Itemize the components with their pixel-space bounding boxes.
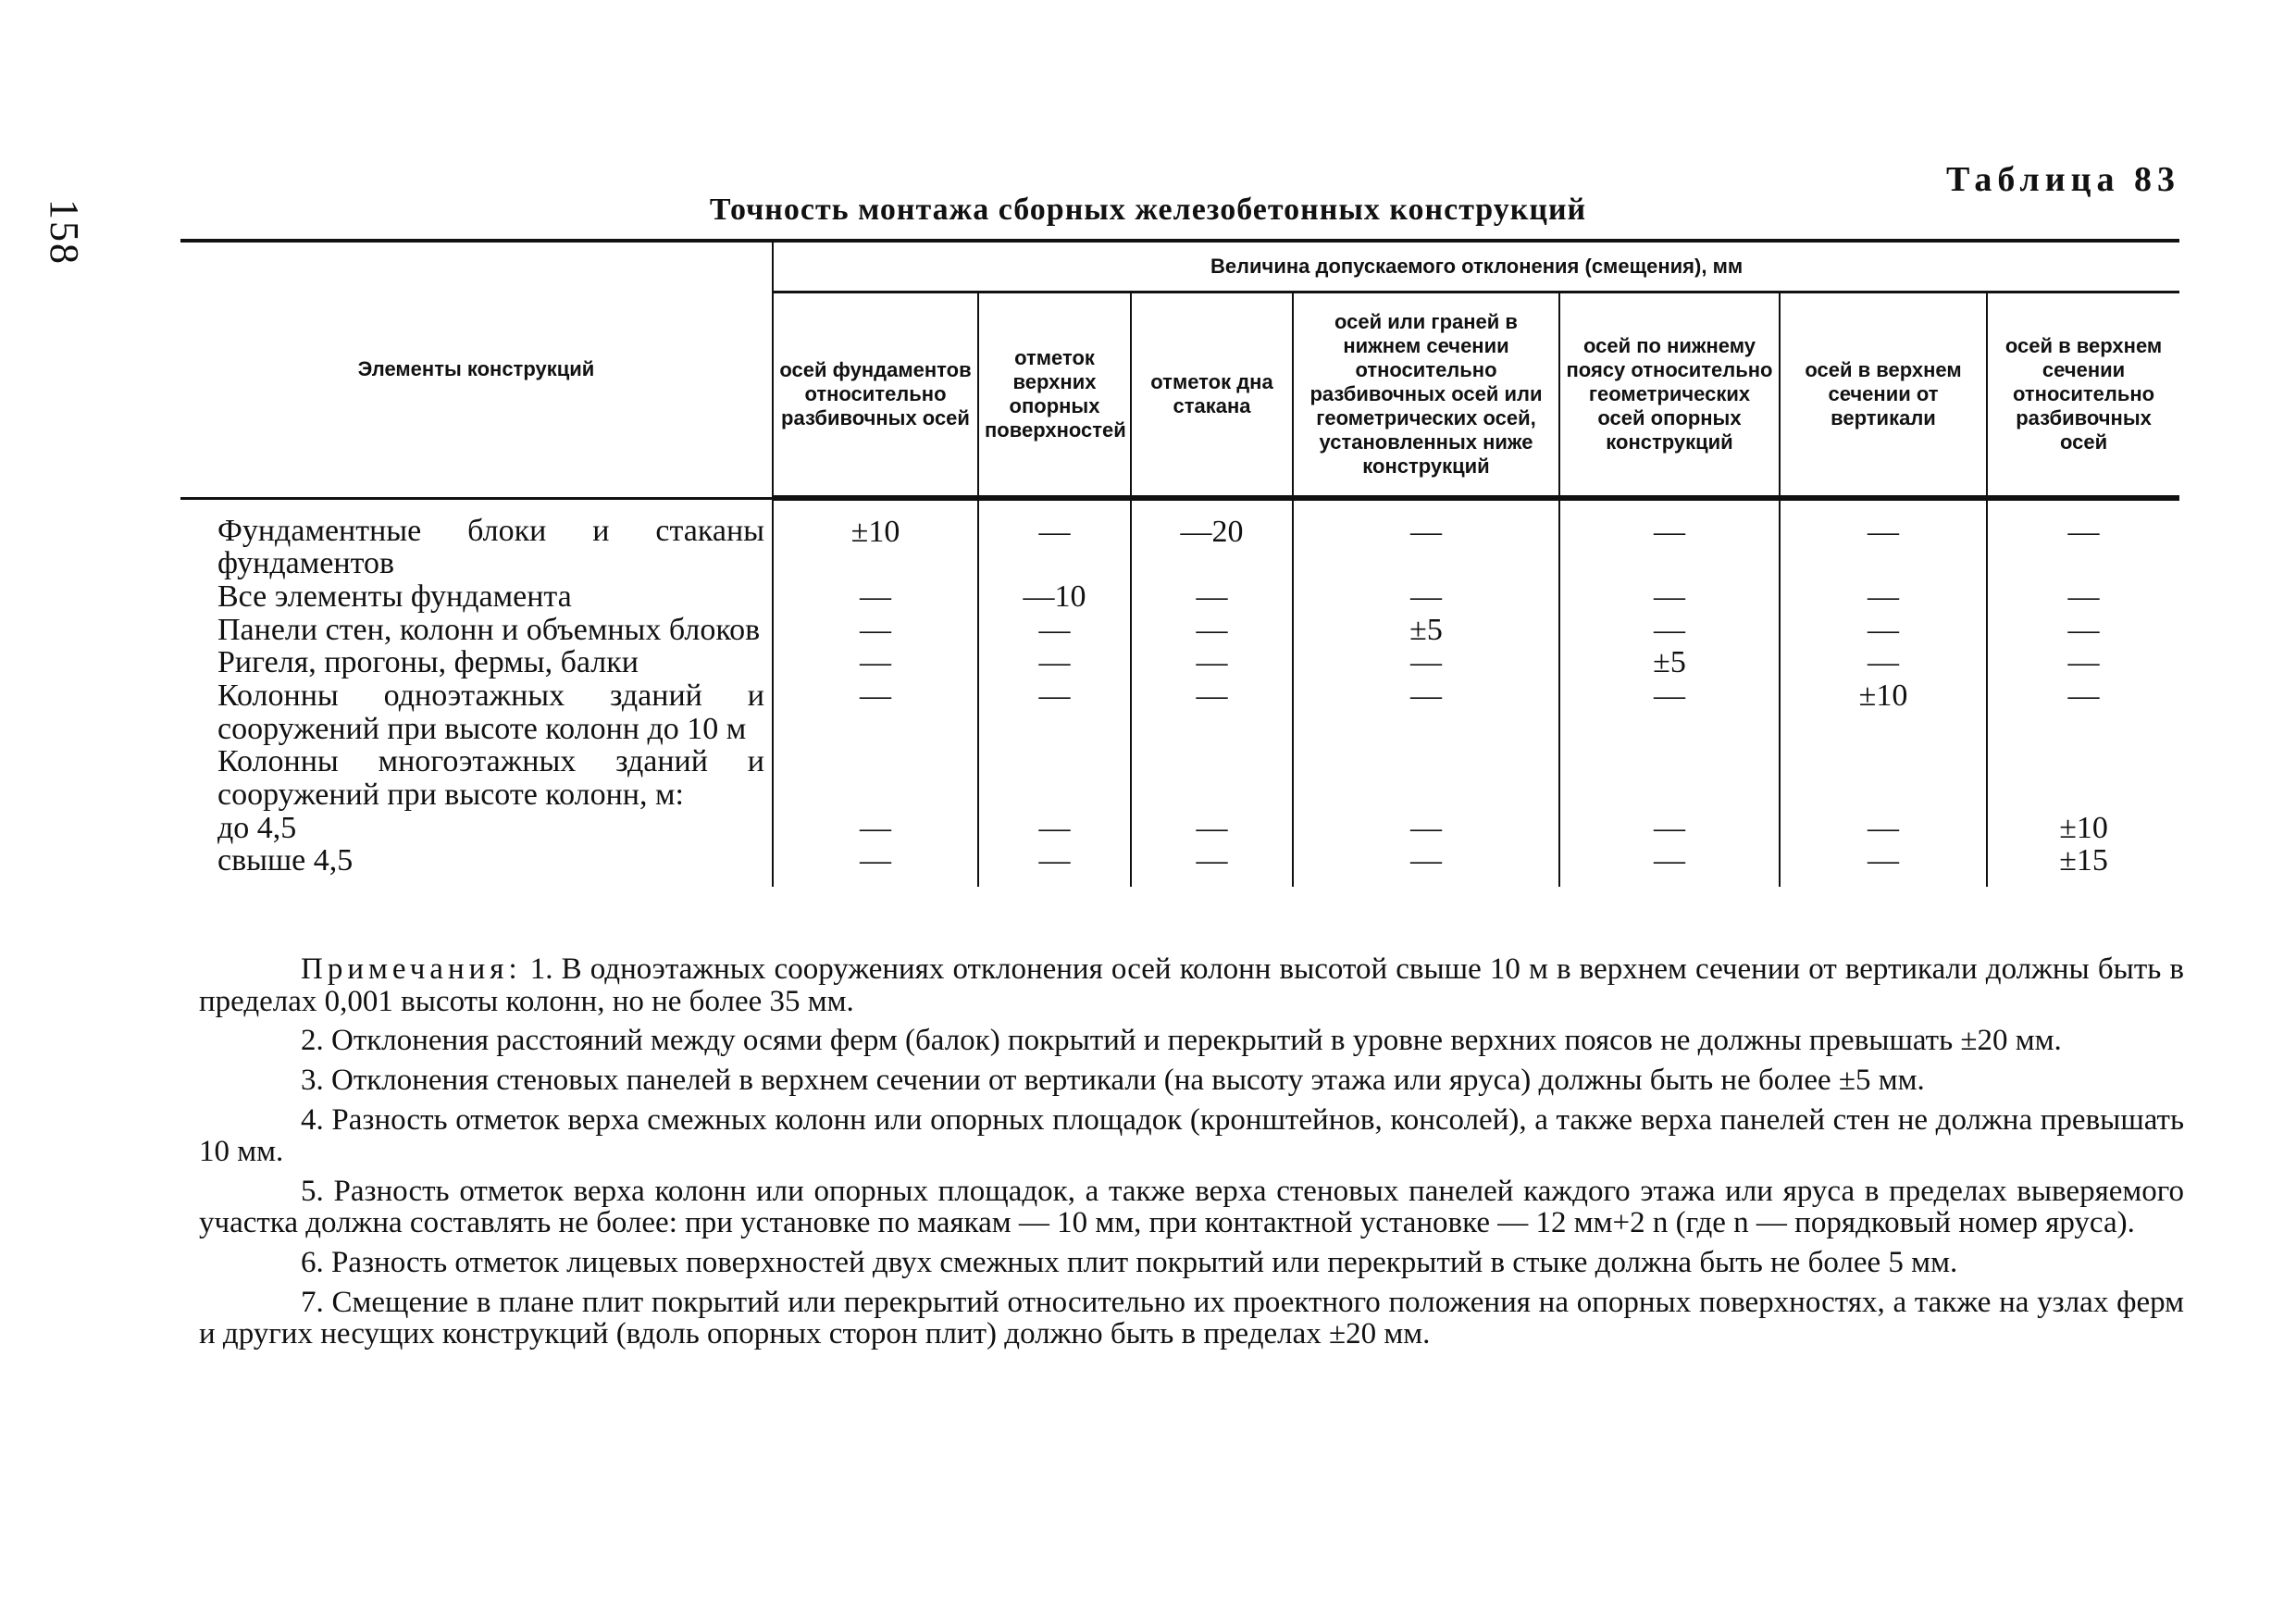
column-header: осей по нижнему поясу относительно геометрических осей опорных конструкций: [1559, 292, 1780, 499]
deviation-value: —: [978, 646, 1131, 679]
deviation-value: —10: [978, 580, 1131, 614]
deviation-value: —: [1293, 498, 1559, 580]
deviation-value: —: [1131, 614, 1293, 647]
deviation-value: [978, 745, 1131, 811]
deviation-value: ±5: [1559, 646, 1780, 679]
deviation-value: —: [773, 844, 978, 887]
deviation-value: —20: [1131, 498, 1293, 580]
deviation-value: —: [1131, 679, 1293, 745]
deviation-value: —: [1559, 614, 1780, 647]
deviation-value: [1987, 745, 2179, 811]
deviation-value: [773, 745, 978, 811]
deviation-value: —: [1559, 812, 1780, 845]
deviation-value: —: [773, 614, 978, 647]
column-header: осей в верхнем сечении от вертикали: [1780, 292, 1987, 499]
row-element-name: Колонны многоэтажных зданий и сооружений при высоте колонн, м:: [217, 744, 764, 812]
column-header: отметок дна стакана: [1131, 292, 1293, 499]
deviation-value: —: [1131, 812, 1293, 845]
deviation-value: —: [1131, 580, 1293, 614]
deviation-value: —: [1131, 646, 1293, 679]
deviation-value: ±5: [1293, 614, 1559, 647]
table-row: [180, 844, 2179, 887]
deviation-value: —: [1780, 498, 1987, 580]
deviation-value: —: [1987, 679, 2179, 745]
deviation-group-header: Величина допускаемого отклонения (смещения), мм: [773, 241, 2179, 292]
table-title: Точность монтажа сборных железобетонных конструкций: [709, 193, 1587, 227]
deviation-value: ±10: [1987, 812, 2179, 845]
deviation-value: —: [978, 844, 1131, 887]
deviation-value: —: [978, 679, 1131, 745]
row-element-name: Все элементы фундамента: [217, 579, 572, 614]
deviation-value: —: [1131, 844, 1293, 887]
column-header: отметок верхних опорных поверхностей: [978, 292, 1131, 499]
table-row: [180, 679, 2179, 745]
deviation-value: —: [1293, 679, 1559, 745]
note: 6. Разность отметок лицевых поверхностей двух смежных плит покрытий или перекрытий в стыке должна быть не более 5 мм.: [301, 1246, 1958, 1280]
deviation-value: —: [1293, 844, 1559, 887]
deviation-value: ±10: [1780, 679, 1987, 745]
row-element-name: Колонны одноэтажных зданий и сооружений при высоте колонн до 10 м: [217, 678, 764, 746]
deviation-value: —: [1780, 646, 1987, 679]
deviation-value: —: [1293, 580, 1559, 614]
table-label: Таблица 83: [1945, 160, 2180, 199]
table-row: [180, 498, 2179, 580]
page-number: 158: [42, 199, 87, 266]
deviation-value: ±15: [1987, 844, 2179, 887]
deviation-value: [1293, 745, 1559, 811]
column-header: осей фундаментов относительно разбивочных осей: [773, 292, 978, 499]
deviation-value: —: [1293, 812, 1559, 845]
table-row: [180, 745, 2179, 811]
deviation-value: —: [773, 679, 978, 745]
deviation-value: —: [1780, 844, 1987, 887]
deviation-value: —: [1559, 580, 1780, 614]
deviation-value: —: [1987, 498, 2179, 580]
deviation-value: —: [773, 812, 978, 845]
deviation-value: ±10: [773, 498, 978, 580]
note: [199, 953, 2184, 1017]
deviation-value: —: [1780, 580, 1987, 614]
row-element-name: свыше 4,5: [217, 843, 354, 878]
note: 3. Отклонения стеновых панелей в верхнем сечении от вертикали (на высоту этажа или яруса) должны быть не более ±5 мм.: [301, 1063, 1925, 1097]
deviation-value: —: [978, 498, 1131, 580]
deviation-value: —: [1559, 844, 1780, 887]
deviation-value: —: [1987, 646, 2179, 679]
note: 5. Разность отметок верха колонн или опорных площадок, а также верха стеновых панелей каждого этажа или яруса в пределах выверяемого участка должна составлять не более: при установке по маякам — 10 мм, при контактной установке — 12 мм+2 n (где n — порядковый номер яруса).: [199, 1174, 2184, 1240]
table-row: [180, 614, 2179, 647]
deviation-value: [1780, 745, 1987, 811]
table-row: [180, 812, 2179, 845]
note: 7. Смещение в плане плит покрытий или перекрытий относительно их проектного положения на опорных поверхностях, а также на узлах ферм и других несущих конструкций (вдоль опорных сторон плит) должно быть в пределах ±20 мм.: [199, 1285, 2184, 1351]
note: 2. Отклонения расстояний между осями ферм (балок) покрытий и перекрытий в уровне верхних поясов не должны превышать ±20 мм.: [301, 1024, 2062, 1058]
deviation-value: —: [1780, 614, 1987, 647]
deviation-value: —: [773, 580, 978, 614]
row-element-name: Панели стен, колонн и объемных блоков: [217, 612, 761, 647]
row-element-name: до 4,5: [217, 810, 297, 845]
table-row: [180, 646, 2179, 679]
deviation-value: —: [773, 646, 978, 679]
deviation-value: —: [1293, 646, 1559, 679]
deviation-value: —: [978, 614, 1131, 647]
row-element-name: Ригеля, прогоны, фермы, балки: [217, 645, 639, 680]
notes: [199, 953, 2184, 1358]
row-element-name: Фундаментные блоки и стаканы фундаментов: [217, 513, 764, 581]
notes-label: Примечания:: [301, 952, 522, 986]
element-column-header: Элементы конструкций: [180, 241, 773, 498]
deviation-value: —: [1559, 679, 1780, 745]
deviation-value: —: [1780, 812, 1987, 845]
deviation-value: [1559, 745, 1780, 811]
column-header: осей или граней в нижнем сечении относительно разбивочных осей или геометрических осей, установленных ниже конструкций: [1293, 292, 1559, 499]
deviation-value: —: [978, 812, 1131, 845]
note: 4. Разность отметок верха смежных колонн или опорных площадок (кронштейнов, консолей), а также верха панелей стен не должна превышать 10 мм.: [199, 1102, 2184, 1169]
table-row: [180, 580, 2179, 614]
column-header: осей в верхнем сечении относительно разбивочных осей: [1987, 292, 2179, 499]
tolerance-table: [180, 239, 2179, 887]
deviation-value: —: [1987, 580, 2179, 614]
note-text: 1. В одноэтажных сооружениях отклонения осей колонн высотой свыше 10 м в верхнем сечении от вертикали должны быть в пределах 0,001 высоты колонн, но не более 35 мм.: [199, 952, 2184, 1018]
deviation-value: —: [1559, 498, 1780, 580]
deviation-value: —: [1987, 614, 2179, 647]
deviation-value: [1131, 745, 1293, 811]
